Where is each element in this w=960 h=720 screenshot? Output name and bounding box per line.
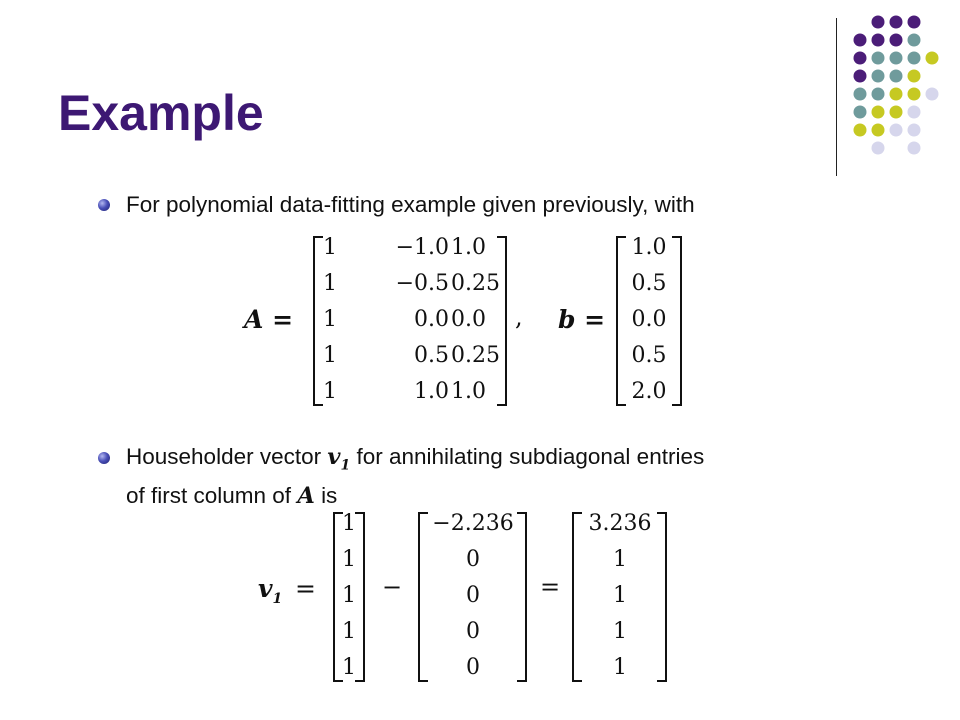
- matrix-cell: 1: [323, 235, 337, 260]
- vector-1-right-bracket: [355, 512, 365, 682]
- bullet-icon: [98, 452, 110, 464]
- vector-b-right-bracket: [672, 236, 682, 406]
- matrix-cell: 0.5: [631, 271, 667, 296]
- matrix-a-left-bracket: [313, 236, 323, 406]
- equals-sign-2: =: [540, 573, 561, 601]
- decorative-dot: [908, 52, 921, 65]
- equals-sign-1: =: [295, 574, 316, 603]
- matrix-cell: 1: [613, 619, 627, 644]
- matrix-cell: 0: [466, 655, 480, 680]
- matrix-cell: 1: [613, 583, 627, 608]
- bullet-2-text-after: for annihilating subdiagonal entries: [356, 444, 705, 469]
- decorative-dot: [890, 34, 903, 47]
- vector-v1-sub: 1: [272, 591, 283, 607]
- matrix-cell: 1.0: [451, 235, 486, 260]
- slide-title: Example: [58, 85, 264, 141]
- matrix-cell: 0.0: [451, 307, 486, 332]
- matrix-cell: 1: [342, 583, 356, 608]
- decorative-dot: [872, 34, 885, 47]
- vector-b: [626, 230, 672, 410]
- matrix-cell: 1.0: [451, 379, 486, 404]
- matrix-cell: 0: [466, 547, 480, 572]
- matrix-cell: 0.25: [451, 343, 500, 368]
- bullet-2-line2-symbol: A: [297, 482, 315, 509]
- vector-2-right-bracket: [517, 512, 527, 682]
- decorative-dot: [890, 70, 903, 83]
- matrix-cell: 1.0: [414, 379, 449, 404]
- decorative-dot: [890, 16, 903, 29]
- matrix-cell: 1: [342, 547, 356, 572]
- bullet-2-line2-after: is: [321, 482, 338, 508]
- bullet-2-line2-before: of first column of: [126, 482, 292, 508]
- decorative-divider-line: [836, 18, 837, 176]
- decorative-dot: [854, 70, 867, 83]
- matrix-cell: 1: [613, 655, 627, 680]
- matrix-cell: 0.0: [631, 307, 667, 332]
- vector-v1-label: [258, 574, 316, 607]
- decorative-dot: [908, 106, 921, 119]
- decorative-dot: [872, 16, 885, 29]
- matrix-cell: 1: [342, 655, 356, 680]
- decorative-dot: [926, 52, 939, 65]
- matrix-a-label: A =: [244, 305, 294, 334]
- matrix-a-right-bracket: [497, 236, 507, 406]
- matrix-cell: 1: [323, 379, 337, 404]
- matrix-cell: 0.0: [414, 307, 449, 332]
- matrix-cell: 2.0: [631, 379, 667, 404]
- matrix-cell: −2.236: [432, 511, 514, 536]
- bullet-2-symbol-sub: 1: [340, 457, 351, 474]
- vector-3-right-bracket: [657, 512, 667, 682]
- vector-b-label: b =: [558, 305, 606, 334]
- matrix-cell: 1: [613, 547, 627, 572]
- vector-v1-letter: v: [258, 574, 273, 603]
- decorative-dot: [854, 88, 867, 101]
- bullet-2-text-before: Householder vector: [126, 444, 322, 469]
- bullet-text-1: For polynomial data-fitting example given previously, with: [126, 192, 695, 217]
- bullet-icon: [98, 199, 110, 211]
- decorative-dot: [872, 106, 885, 119]
- decorative-dot: [908, 124, 921, 137]
- equation-separator: ,: [515, 303, 523, 331]
- matrix-cell: 1: [323, 307, 337, 332]
- decorative-dot: [908, 16, 921, 29]
- matrix-cell: 0: [466, 619, 480, 644]
- matrix-cell: 3.236: [588, 511, 652, 536]
- decorative-dot: [908, 70, 921, 83]
- minus-sign: −: [382, 573, 403, 601]
- matrix-cell: 1.0: [631, 235, 667, 260]
- matrix-cell: 1: [323, 271, 337, 296]
- decorative-dot: [890, 124, 903, 137]
- matrix-cell: −1.0: [395, 235, 449, 260]
- decorative-dot: [926, 88, 939, 101]
- decorative-dot: [908, 34, 921, 47]
- decorative-dot: [872, 88, 885, 101]
- decorative-dot: [854, 124, 867, 137]
- decorative-dot: [872, 70, 885, 83]
- decorative-dot: [854, 106, 867, 119]
- matrix-cell: 0: [466, 583, 480, 608]
- matrix-cell: 1: [342, 511, 356, 536]
- vector-alpha-e1: [424, 506, 522, 686]
- decorative-dot: [890, 106, 903, 119]
- matrix-cell: 0.5: [414, 343, 449, 368]
- decorative-dot: [890, 52, 903, 65]
- decorative-dot: [872, 52, 885, 65]
- decorative-dot: [872, 142, 885, 155]
- decorative-dot: [908, 142, 921, 155]
- decorative-dot: [908, 88, 921, 101]
- vector-result: [578, 506, 662, 686]
- vector-b-left-bracket: [616, 236, 626, 406]
- matrix-cell: 1: [323, 343, 337, 368]
- matrix-cell: 0.5: [631, 343, 667, 368]
- decorative-dot: [890, 88, 903, 101]
- matrix-cell: 0.25: [451, 271, 500, 296]
- matrix-cell: 1: [342, 619, 356, 644]
- decorative-dot: [854, 34, 867, 47]
- decorative-dot: [872, 124, 885, 137]
- bullet-2-symbol: [327, 444, 351, 474]
- bullet-2-symbol-letter: v: [327, 444, 341, 470]
- matrix-a: [323, 230, 511, 410]
- matrix-cell: −0.5: [395, 271, 449, 296]
- bullet-text-2: [126, 442, 704, 511]
- decorative-dot: [854, 52, 867, 65]
